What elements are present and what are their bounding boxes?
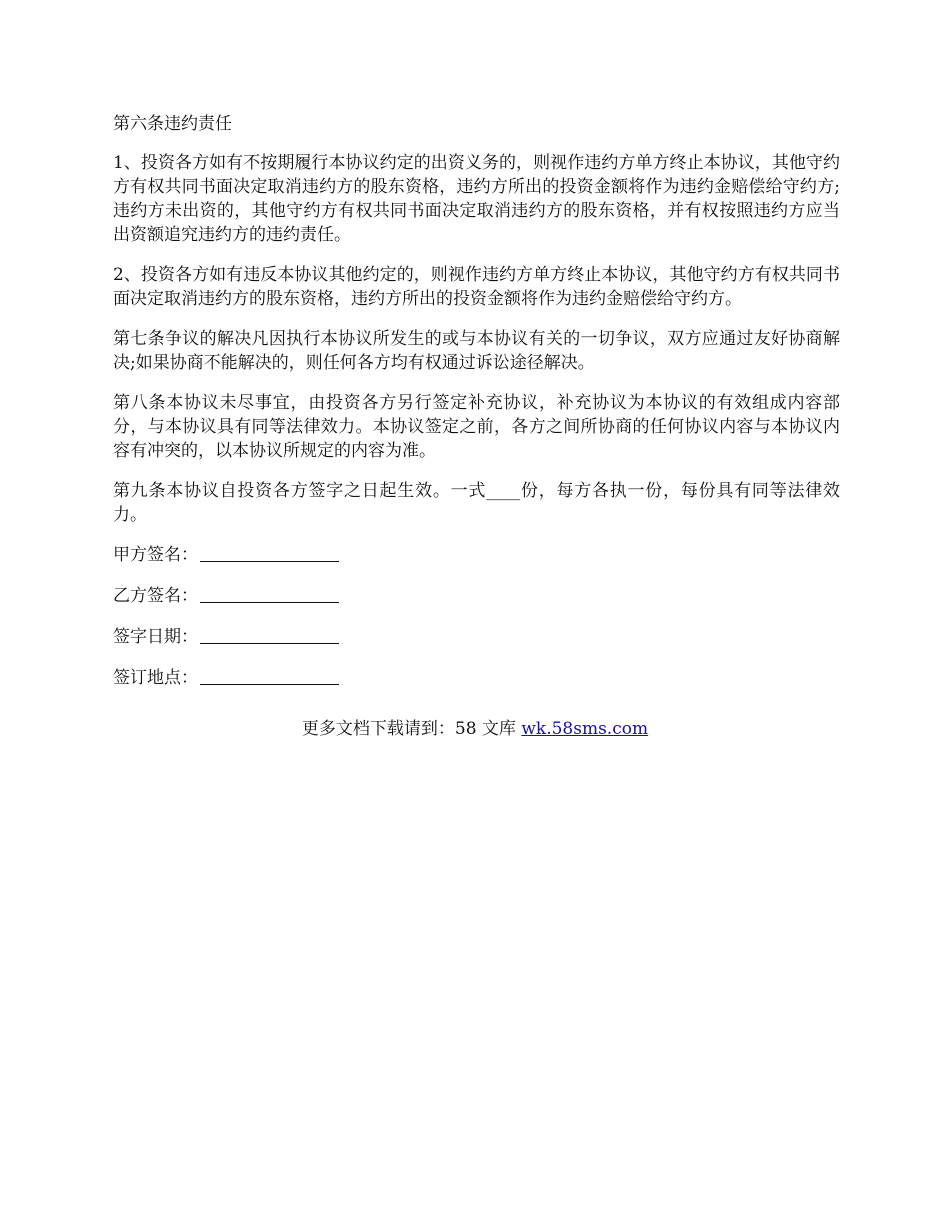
party-b-label: 乙方签名：	[113, 586, 198, 606]
section8-supplement: 第八条本协议未尽事宜，由投资各方另行签定补充协议，补充协议为本协议的有效组成内容部分，与本协议具有同等法律效力。本协议签定之前，各方之间所协商的任何协议内容与本协议内容有冲突的，以本协议所规定的内容为准。	[113, 393, 840, 461]
party-a-label: 甲方签名：	[113, 545, 198, 565]
sign-date-row	[113, 625, 840, 649]
sign-place-line[interactable]	[200, 666, 339, 685]
sign-place-label: 签订地点：	[113, 668, 198, 688]
document-body	[113, 112, 840, 707]
clause-2: 2、投资各方如有违反本协议其他约定的，则视作违约方单方终止本协议，其他守约方有权共同书面决定取消违约方的股东资格，违约方所出的投资金额将作为违约金赔偿给守约方。	[113, 265, 840, 309]
party-b-signature-row	[113, 584, 840, 608]
sign-date-label: 签字日期：	[113, 627, 198, 647]
party-a-signature-line[interactable]	[200, 543, 339, 562]
party-b-signature-line[interactable]	[200, 584, 339, 603]
footer	[0, 717, 950, 741]
sign-date-line[interactable]	[200, 625, 339, 644]
section6-title: 第六条违约责任	[113, 114, 232, 134]
party-a-signature-row	[113, 543, 840, 567]
section9-effect: 第九条本协议自投资各方签字之日起生效。一式____份，每方各执一份，每份具有同等法律效力。	[113, 481, 840, 525]
footer-text: 更多文档下载请到：58 文库	[301, 719, 522, 739]
clause-1: 1、投资各方如有不按期履行本协议约定的出资义务的，则视作违约方单方终止本协议，其他守约方有权共同书面决定取消违约方的股东资格，违约方所出的投资金额将作为违约金赔偿给守约方;违约方未出资的，其他守约方有权共同书面决定取消违约方的股东资格，并有权按照违约方应当出资额追究违约方的违约责任。	[113, 153, 840, 245]
footer-link[interactable]: wk.58sms.com	[521, 719, 649, 739]
section7-dispute: 第七条争议的解决凡因执行本协议所发生的或与本协议有关的一切争议，双方应通过友好协商解决;如果协商不能解决的，则任何各方均有权通过诉讼途径解决。	[113, 329, 840, 373]
sign-place-row	[113, 666, 840, 690]
